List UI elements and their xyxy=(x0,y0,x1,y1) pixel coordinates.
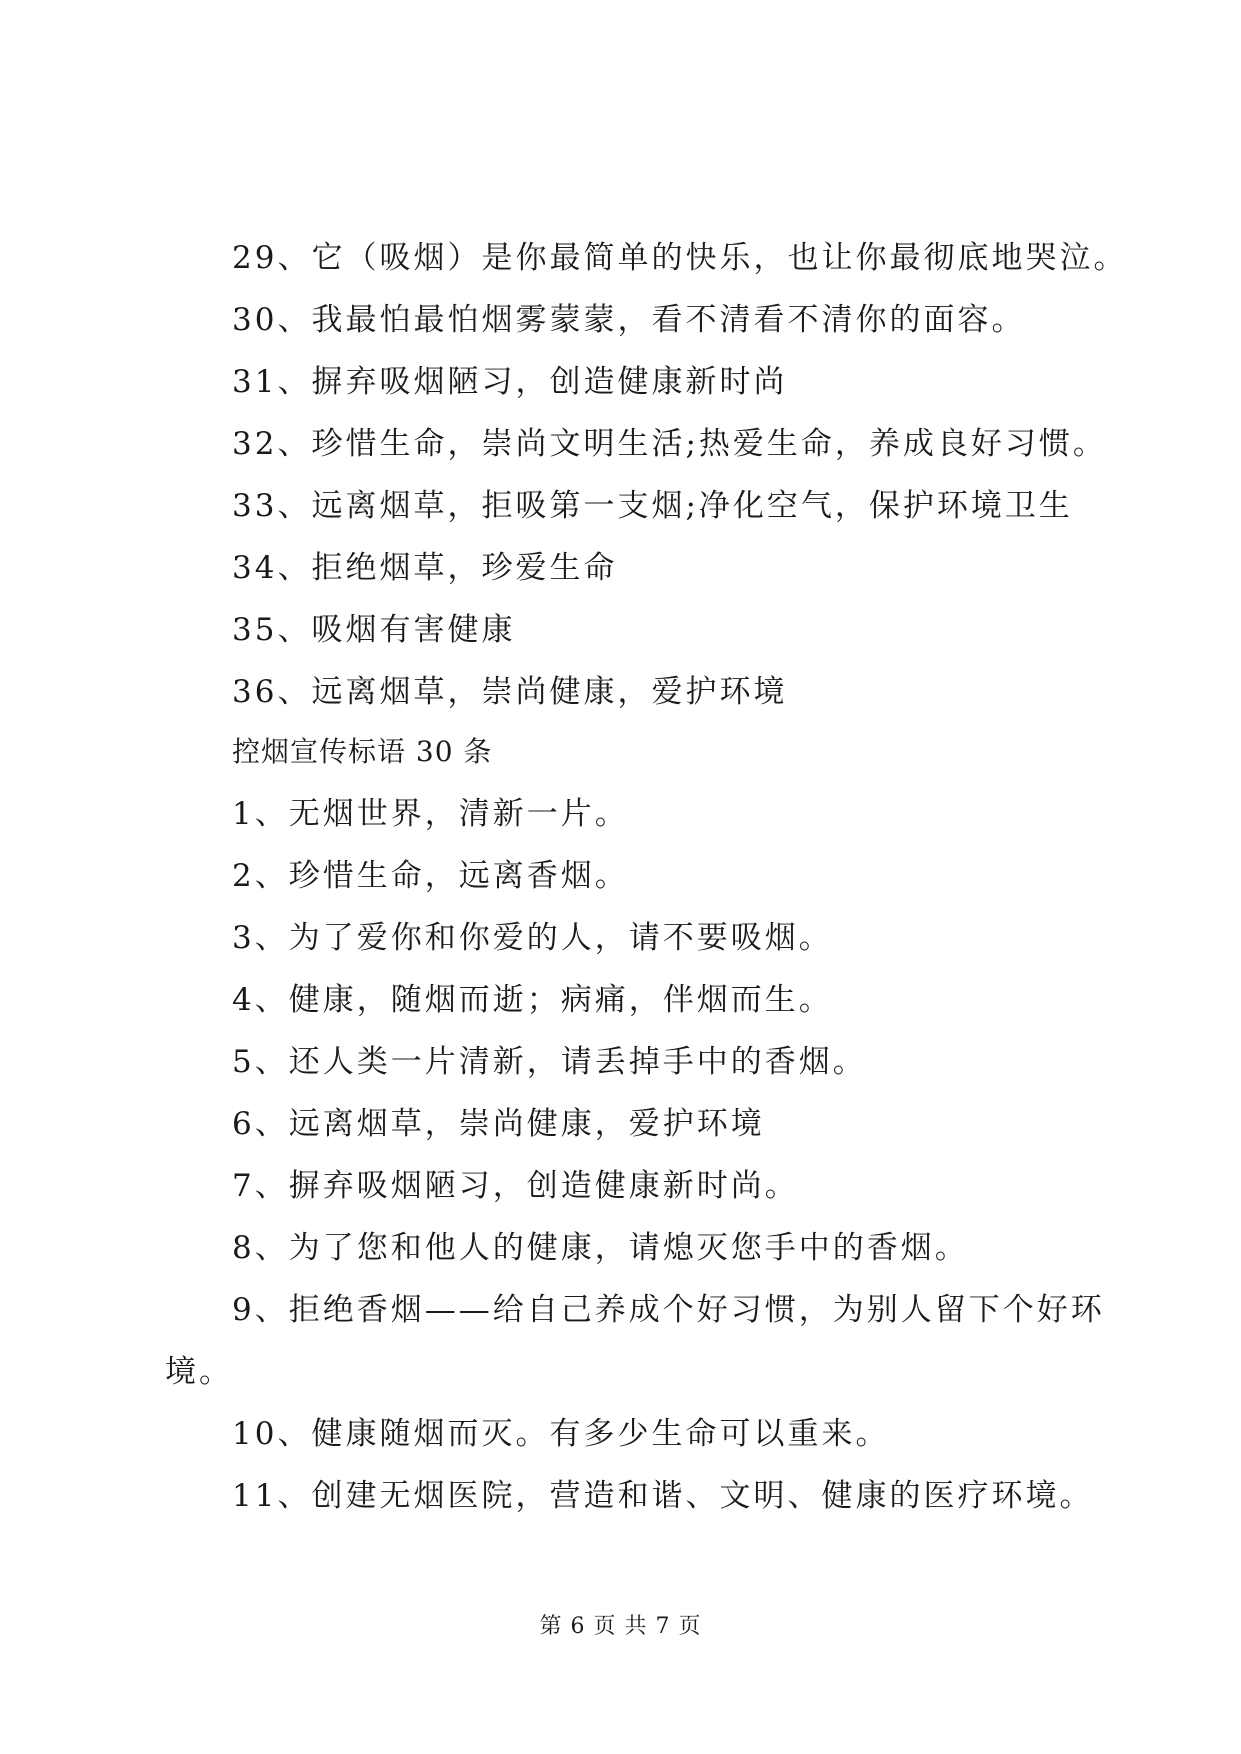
page-footer: 第 6 页 共 7 页 xyxy=(539,1614,702,1639)
text-line: 8、为了您和他人的健康，请熄灭您手中的香烟。 xyxy=(232,1230,969,1266)
text-line: 34、拒绝烟草，珍爱生命 xyxy=(232,550,618,586)
text-line: 4、健康，随烟而逝；病痛，伴烟而生。 xyxy=(232,982,833,1018)
text-line: 10、健康随烟而灭。有多少生命可以重来。 xyxy=(232,1416,890,1452)
section-heading: 控烟宣传标语 30 条 xyxy=(232,735,493,768)
text-line: 31、摒弃吸烟陋习，创造健康新时尚 xyxy=(232,364,788,400)
text-line: 36、远离烟草，崇尚健康，爱护环境 xyxy=(232,674,788,710)
text-line: 9、拒绝香烟——给自己养成个好习惯，为别人留下个好环 xyxy=(232,1292,1105,1328)
text-line: 7、摒弃吸烟陋习，创造健康新时尚。 xyxy=(232,1168,799,1204)
text-line: 11、创建无烟医院，营造和谐、文明、健康的医疗环境。 xyxy=(232,1478,1094,1514)
text-line: 6、远离烟草，崇尚健康，爱护环境 xyxy=(232,1106,765,1142)
text-line: 29、它（吸烟）是你最简单的快乐，也让你最彻底地哭泣。 xyxy=(232,240,1128,276)
text-line: 35、吸烟有害健康 xyxy=(232,612,516,648)
text-line: 1、无烟世界，清新一片。 xyxy=(232,796,629,832)
text-line: 33、远离烟草，拒吸第一支烟;净化空气，保护环境卫生 xyxy=(232,488,1073,524)
text-line: 30、我最怕最怕烟雾蒙蒙，看不清看不清你的面容。 xyxy=(232,302,1026,338)
text-line-continuation: 境。 xyxy=(165,1354,233,1390)
text-line: 3、为了爱你和你爱的人，请不要吸烟。 xyxy=(232,920,833,956)
text-line: 2、珍惜生命，远离香烟。 xyxy=(232,858,629,894)
text-line: 32、珍惜生命，崇尚文明生活;热爱生命，养成良好习惯。 xyxy=(232,426,1107,462)
text-line: 5、还人类一片清新，请丢掉手中的香烟。 xyxy=(232,1044,867,1080)
